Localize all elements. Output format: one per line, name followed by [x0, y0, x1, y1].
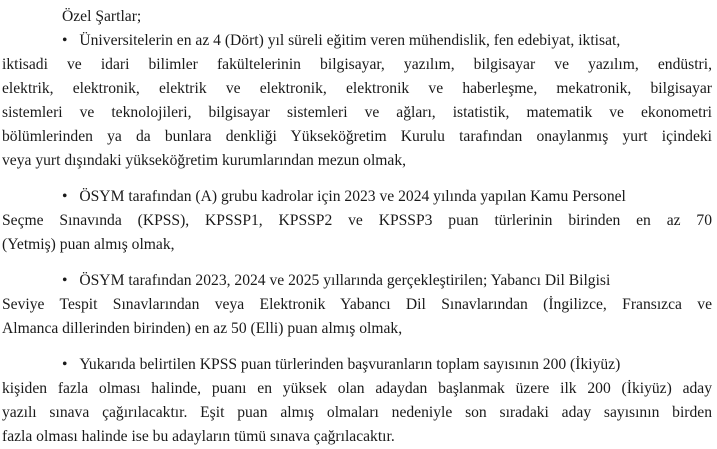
paragraph-2-line-1: ÖSYM tarafından (A) grubu kadrolar için 2023 ve 2024 yılında yapılan Kamu Personel [79, 188, 626, 205]
paragraph-2-first-line [62, 184, 626, 209]
paragraph-3-line-3: Almanca dillerinden birinden) en az 50 (Elli) puan almış olmak, [2, 320, 403, 337]
paragraph-4-line-1: Yukarıda belirtilen KPSS puan türlerinden başvuranların toplam sayısının 200 (İkiyüz) [79, 356, 621, 373]
paragraph-1-line-6: veya yurt dışındaki yükseköğretim kurumlarından mezun olmak, [2, 152, 407, 169]
section-heading: Özel Şartlar; [62, 8, 142, 25]
paragraph-4-line-3: yazılı sınava çağırılacaktır. Eşit puan almış olmaları nedeniyle son sıradaki aday sayısının birden [2, 404, 712, 421]
paragraph-3-line-2: Seviye Tespit Sınavlarından veya Elektronik Yabancı Dil Sınavlarından (İngilizce, Fransızca ve [2, 296, 712, 313]
paragraph-3-line-1: ÖSYM tarafından 2023, 2024 ve 2025 yıllarında gerçekleştirilen; Yabancı Dil Bilgisi [79, 272, 611, 289]
paragraph-4-first-line [62, 352, 620, 377]
paragraph-1-line-2: iktisadi ve idari bilimler fakültelerinin bilgisayar, yazılım, bilgisayar ve yazılım, endüstri, [2, 56, 712, 73]
paragraph-1-line-5: bölümlerinden ya da bunlara denkliği Yükseköğretim Kurulu tarafından onaylanmış yurt içindeki [2, 128, 712, 145]
paragraph-4-line-2: kişiden fazla olması halinde, puanı en yüksek olan adaydan başlanmak üzere ilk 200 (İkiyüz) aday [2, 380, 712, 397]
paragraph-1-first-line [62, 28, 712, 53]
bullet-icon: • [62, 356, 68, 373]
paragraph-4-line-4: fazla olması halinde ise bu adayların tümü sınava çağrılacaktır. [2, 428, 395, 445]
bullet-icon: • [62, 188, 68, 205]
paragraph-2-line-3: (Yetmiş) puan almış olmak, [2, 236, 175, 253]
paragraph-1-line-1: Üniversitelerin en az 4 (Dört) yıl süreli eğitim veren mühendislik, fen edebiyat, iktisat, [79, 32, 621, 49]
bullet-icon: • [62, 272, 68, 289]
paragraph-1-line-3: elektrik, elektronik, elektrik ve elektronik, elektronik ve haberleşme, mekatronik, bilgisayar [2, 80, 712, 97]
bullet-icon: • [62, 32, 68, 49]
paragraph-2-line-2: Seçme Sınavında (KPSS), KPSSP1, KPSSP2 ve KPSSP3 puan türlerinin birinden en az 70 [2, 212, 712, 229]
paragraph-3-first-line [62, 268, 610, 293]
paragraph-1-line-4: sistemleri ve teknolojileri, bilgisayar sistemleri ve ağları, istatistik, matematik ve ekonometri [2, 104, 712, 121]
